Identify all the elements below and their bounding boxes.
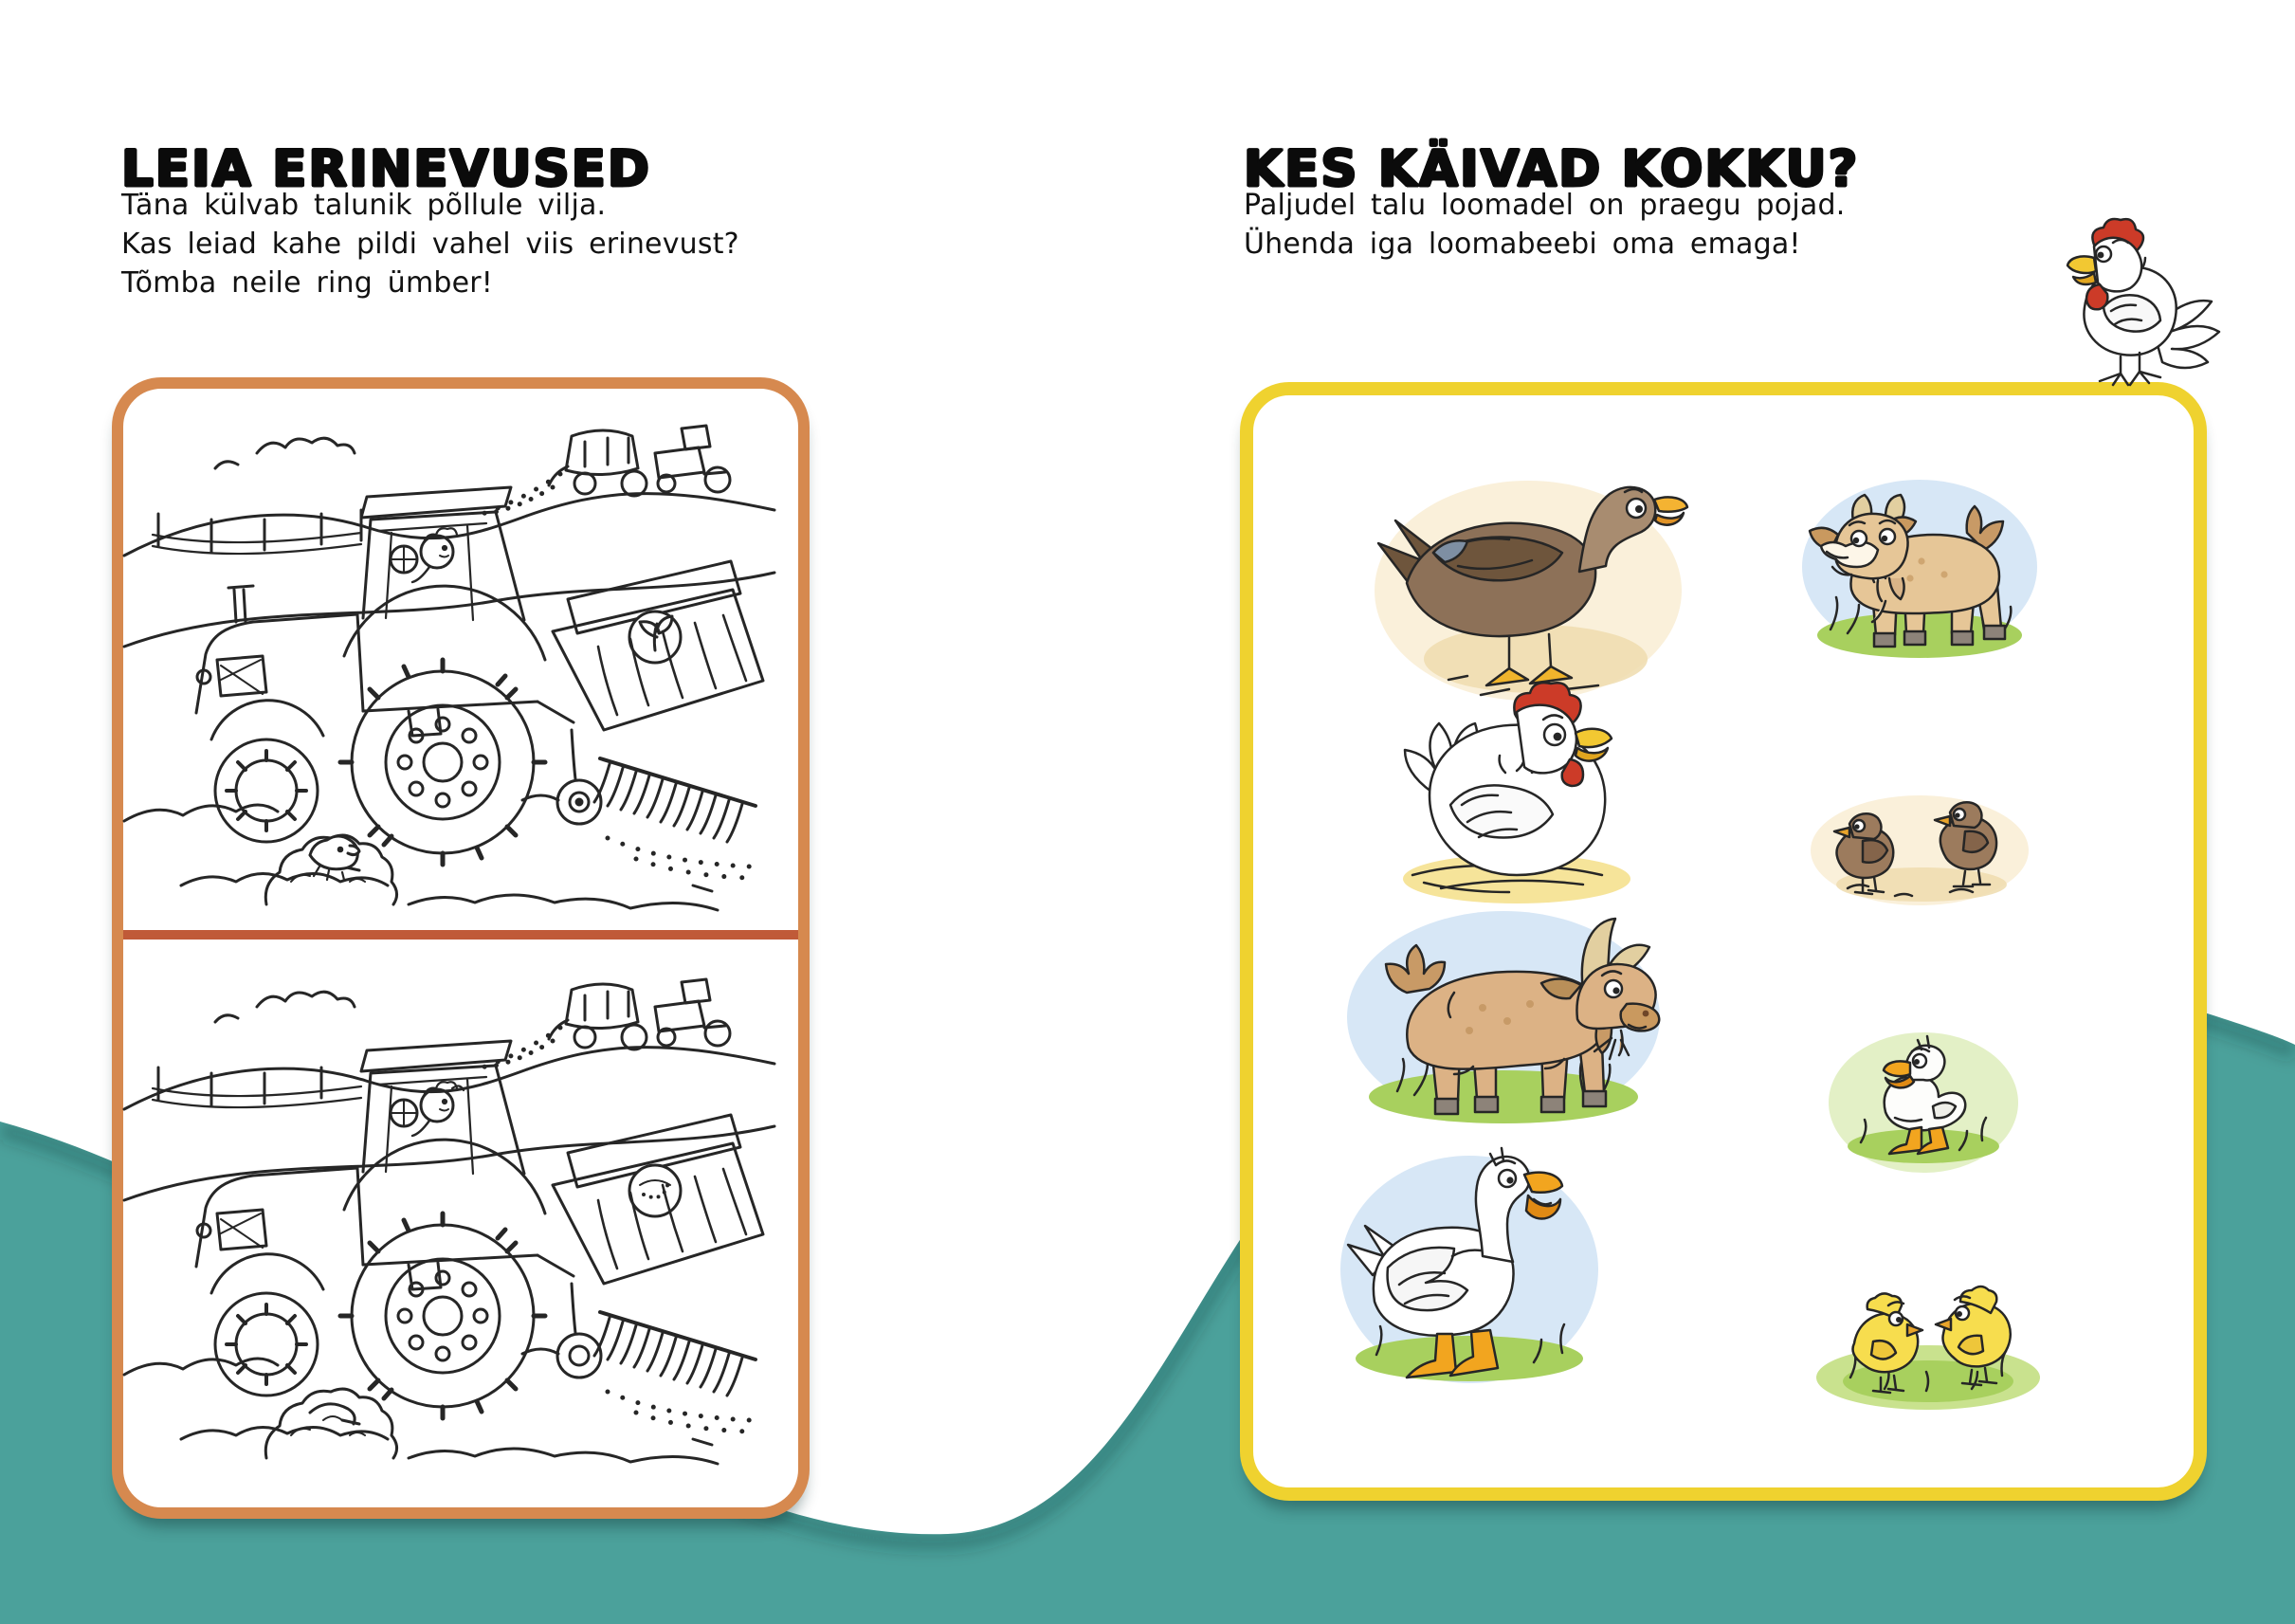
- instruction-line: Ühenda iga loomabeebi oma emaga!: [1244, 228, 1801, 261]
- matching-box: [1240, 382, 2207, 1501]
- mother-goose-illustration[interactable]: [1339, 1142, 1604, 1394]
- baby-ducklings-illustration[interactable]: [1808, 782, 2031, 910]
- left-activity-instructions: [121, 186, 739, 302]
- tractor-sowing-scene-bottom[interactable]: [123, 946, 775, 1475]
- baby-goat-illustration[interactable]: [1798, 476, 2040, 677]
- find-differences-box: [112, 377, 810, 1519]
- right-activity-instructions: [1244, 186, 1845, 264]
- mother-hen-illustration[interactable]: [1375, 680, 1659, 912]
- instruction-line: Tõmba neile ring ümber!: [121, 266, 494, 300]
- baby-chicks-illustration[interactable]: [1812, 1275, 2045, 1422]
- left-activity-title: LEIA ERINEVUSED: [121, 139, 651, 198]
- instruction-line: Kas leiad kahe pildi vahel viis erinevust?: [121, 228, 739, 261]
- right-activity-title: KES KÄIVAD KOKKU?: [1244, 139, 1860, 198]
- mother-goat-illustration[interactable]: [1340, 905, 1667, 1142]
- instruction-line: Täna külvab talunik põllule vilja.: [121, 189, 607, 222]
- tractor-sowing-scene-top[interactable]: [123, 392, 775, 921]
- scene-divider: [123, 930, 798, 940]
- corner-hen-icon: [2062, 216, 2228, 398]
- instruction-line: Paljudel talu loomadel on praegu pojad.: [1244, 189, 1846, 222]
- baby-gosling-illustration[interactable]: [1827, 1021, 2021, 1177]
